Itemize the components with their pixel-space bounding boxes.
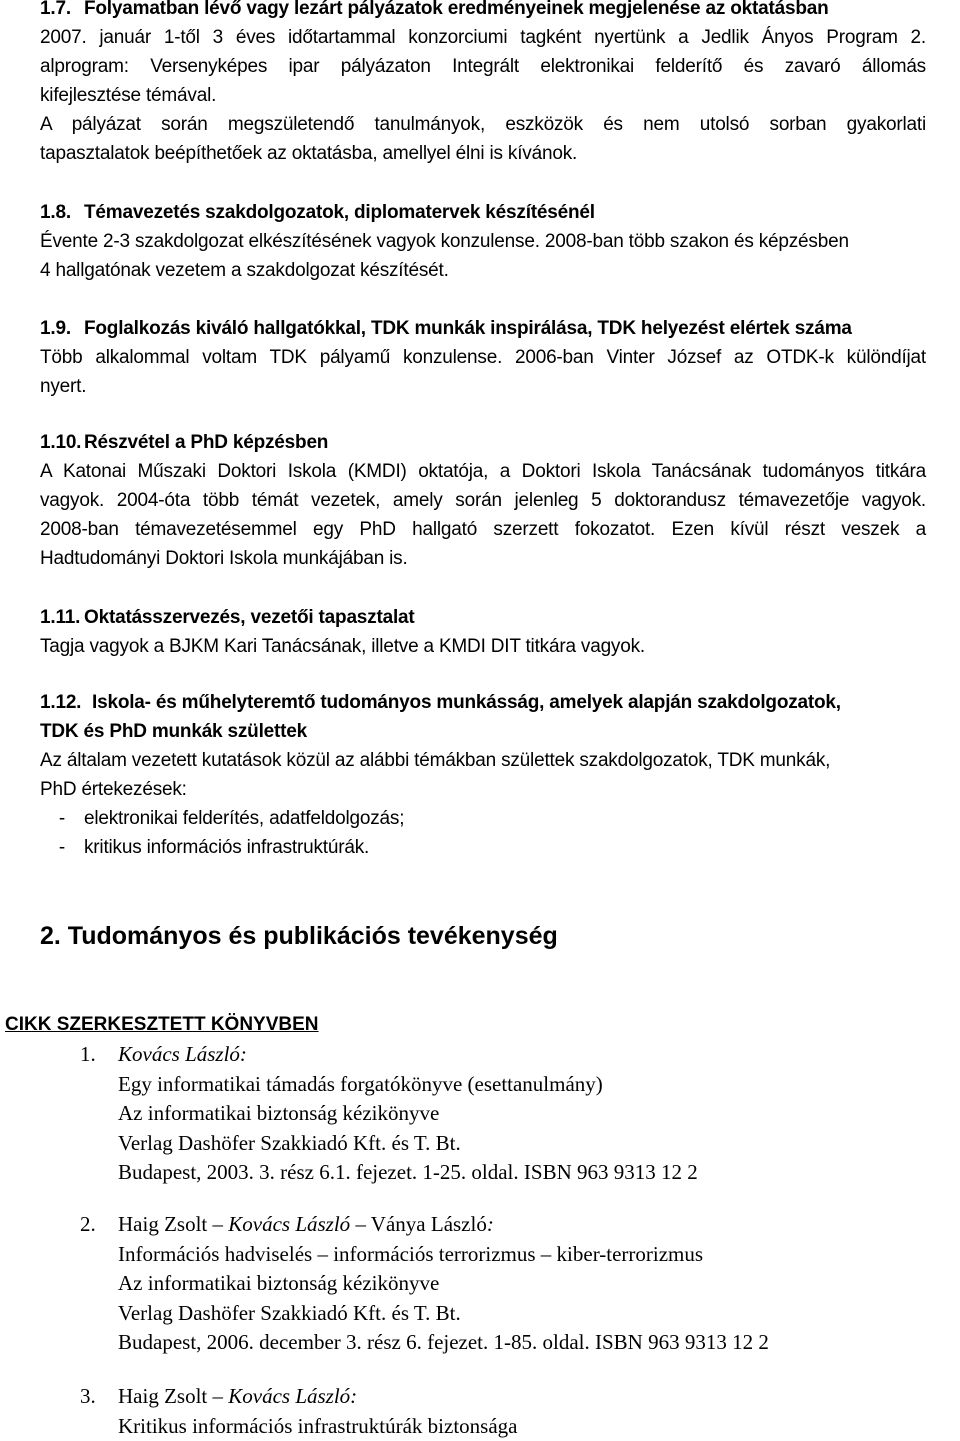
reference-details: Budapest, 2003. 3. rész 6.1. fejezet. 1-25. oldal. ISBN 963 9313 12 2 (118, 1158, 698, 1188)
reference-line (80, 1129, 940, 1159)
paragraph-line: Tagja vagyok a BJKM Kari Tanácsának, illetve a KMDI DIT titkára vagyok. (40, 632, 926, 661)
section-title: Folyamatban lévő vagy lezárt pályázatok eredményeinek megjelenése az oktatásban (84, 0, 829, 23)
reference-title: Kritikus információs infrastruktúrák biztonsága (118, 1412, 517, 1441)
section-title: Foglalkozás kiváló hallgatókkal, TDK munkák inspirálása, TDK helyezést elértek száma (84, 314, 852, 343)
reference-details: Budapest, 2006. december 3. rész 6. fejezet. 1-85. oldal. ISBN 963 9313 12 2 (118, 1328, 769, 1358)
section-title: Részvétel a PhD képzésben (84, 428, 328, 457)
author-name: – Ványa László (350, 1212, 487, 1236)
section-heading (40, 688, 926, 717)
section-number: 1.7. (40, 0, 84, 23)
paragraph-line: A Katonai Műszaki Doktori Iskola (KMDI) oktatója, a Doktori Iskola Tanácsának tudományos titkára (40, 457, 926, 486)
author-colon: : (487, 1212, 494, 1236)
paragraph-line: 4 hallgatónak vezetem a szakdolgozat készítését. (40, 256, 926, 285)
list-dash: - (40, 833, 84, 862)
paragraph-line: Évente 2-3 szakdolgozat elkészítésének vagyok konzulense. 2008-ban több szakon és képzésben (40, 227, 926, 256)
paragraph-line: nyert. (40, 372, 926, 401)
paragraph-line: Több alkalommal voltam TDK pályamű konzulense. 2006-ban Vinter József az OTDK-k különdíjat (40, 343, 926, 372)
reference-number: 3. (80, 1382, 118, 1412)
reference-1 (80, 1040, 940, 1188)
reference-line (80, 1299, 940, 1329)
reference-line (80, 1328, 940, 1358)
section-heading (40, 198, 926, 227)
paragraph-line: tapasztalatok beépíthetőek az oktatásba, amellyel élni is kívánok. (40, 139, 926, 168)
reference-book: Az informatikai biztonság kézikönyve (118, 1269, 439, 1299)
paragraph-line: Hadtudományi Doktori Iskola munkájában is. (40, 544, 926, 573)
list-item-text: kritikus információs infrastruktúrák. (84, 833, 369, 862)
section-number: 1.9. (40, 314, 84, 343)
author-name: Haig Zsolt – (118, 1212, 228, 1236)
section-heading (40, 0, 926, 23)
section-heading (40, 314, 926, 343)
section-1-7 (40, 0, 926, 168)
reference-line (80, 1158, 940, 1188)
list-item-text: elektronikai felderítés, adatfeldolgozás; (84, 804, 404, 833)
chapter-heading: 2. Tudományos és publikációs tevékenység (40, 922, 558, 951)
author-name-italic: Kovács László: (228, 1384, 357, 1408)
section-title-continued: TDK és PhD munkák születtek (40, 717, 926, 746)
section-1-10 (40, 428, 926, 573)
paragraph-line: PhD értekezések: (40, 775, 926, 804)
section-number: 1.8. (40, 198, 84, 227)
reference-publisher: Verlag Dashöfer Szakkiadó Kft. és T. Bt. (118, 1129, 461, 1159)
reference-line (80, 1269, 940, 1299)
reference-line (80, 1240, 940, 1270)
section-number: 1.10. (40, 428, 84, 457)
section-heading (40, 603, 926, 632)
paragraph-line: Az általam vezetett kutatások közül az alábbi témákban születtek szakdolgozatok, TDK munkák, (40, 746, 926, 775)
reference-author-line (80, 1040, 940, 1070)
reference-publisher: Verlag Dashöfer Szakkiadó Kft. és T. Bt. (118, 1299, 461, 1329)
paragraph-line: A pályázat során megszületendő tanulmányok, eszközök és nem utolsó sorban gyakorlati (40, 110, 926, 139)
author-name: Haig Zsolt – (118, 1384, 228, 1408)
section-number: 1.12. (40, 688, 92, 717)
reference-2 (80, 1210, 940, 1358)
section-1-8 (40, 198, 926, 285)
paragraph-line: alprogram: Versenyképes ipar pályázaton Integrált elektronikai felderítő és zavaró állomás (40, 52, 926, 81)
reference-line (80, 1412, 940, 1441)
paragraph-line: 2008-ban témavezetésemmel egy PhD hallgató szerzett fokozatot. Ezen kívül részt veszek a (40, 515, 926, 544)
reference-authors (118, 1382, 357, 1412)
list-item (40, 804, 926, 833)
list-item (40, 833, 926, 862)
reference-title: Információs hadviselés – információs terrorizmus – kiber-terrorizmus (118, 1240, 703, 1270)
section-1-9 (40, 314, 926, 401)
section-title: Témavezetés szakdolgozatok, diplomatervek készítésénél (84, 198, 595, 227)
section-title: Oktatásszervezés, vezetői tapasztalat (84, 603, 415, 632)
reference-number: 2. (80, 1210, 118, 1240)
reference-book: Az informatikai biztonság kézikönyve (118, 1099, 439, 1129)
author-name-italic: Kovács László (228, 1212, 350, 1236)
reference-authors (118, 1210, 494, 1240)
reference-title: Egy informatikai támadás forgatókönyve (esettanulmány) (118, 1070, 603, 1100)
reference-author-line (80, 1210, 940, 1240)
section-heading (40, 428, 926, 457)
reference-line (80, 1070, 940, 1100)
paragraph-line: kifejlesztése témával. (40, 81, 926, 110)
section-title: Iskola- és műhelyteremtő tudományos munkásság, amelyek alapján szakdolgozatok, (92, 688, 841, 717)
list-dash: - (40, 804, 84, 833)
section-number: 1.11. (40, 603, 84, 632)
subsection-heading: CIKK SZERKESZTETT KÖNYVBEN (5, 1014, 319, 1036)
reference-author: Kovács László: (118, 1040, 247, 1070)
reference-author-line (80, 1382, 940, 1412)
reference-3 (80, 1382, 940, 1441)
section-1-12 (40, 688, 926, 862)
section-1-11 (40, 603, 926, 661)
reference-number: 1. (80, 1040, 118, 1070)
reference-line (80, 1099, 940, 1129)
paragraph-line: 2007. január 1-től 3 éves időtartammal konzorciumi tagként nyertünk a Jedlik Ányos Program 2. (40, 23, 926, 52)
paragraph-line: vagyok. 2004-óta több témát vezetek, amely során jelenleg 5 doktorandusz témavezetője vagyok. (40, 486, 926, 515)
